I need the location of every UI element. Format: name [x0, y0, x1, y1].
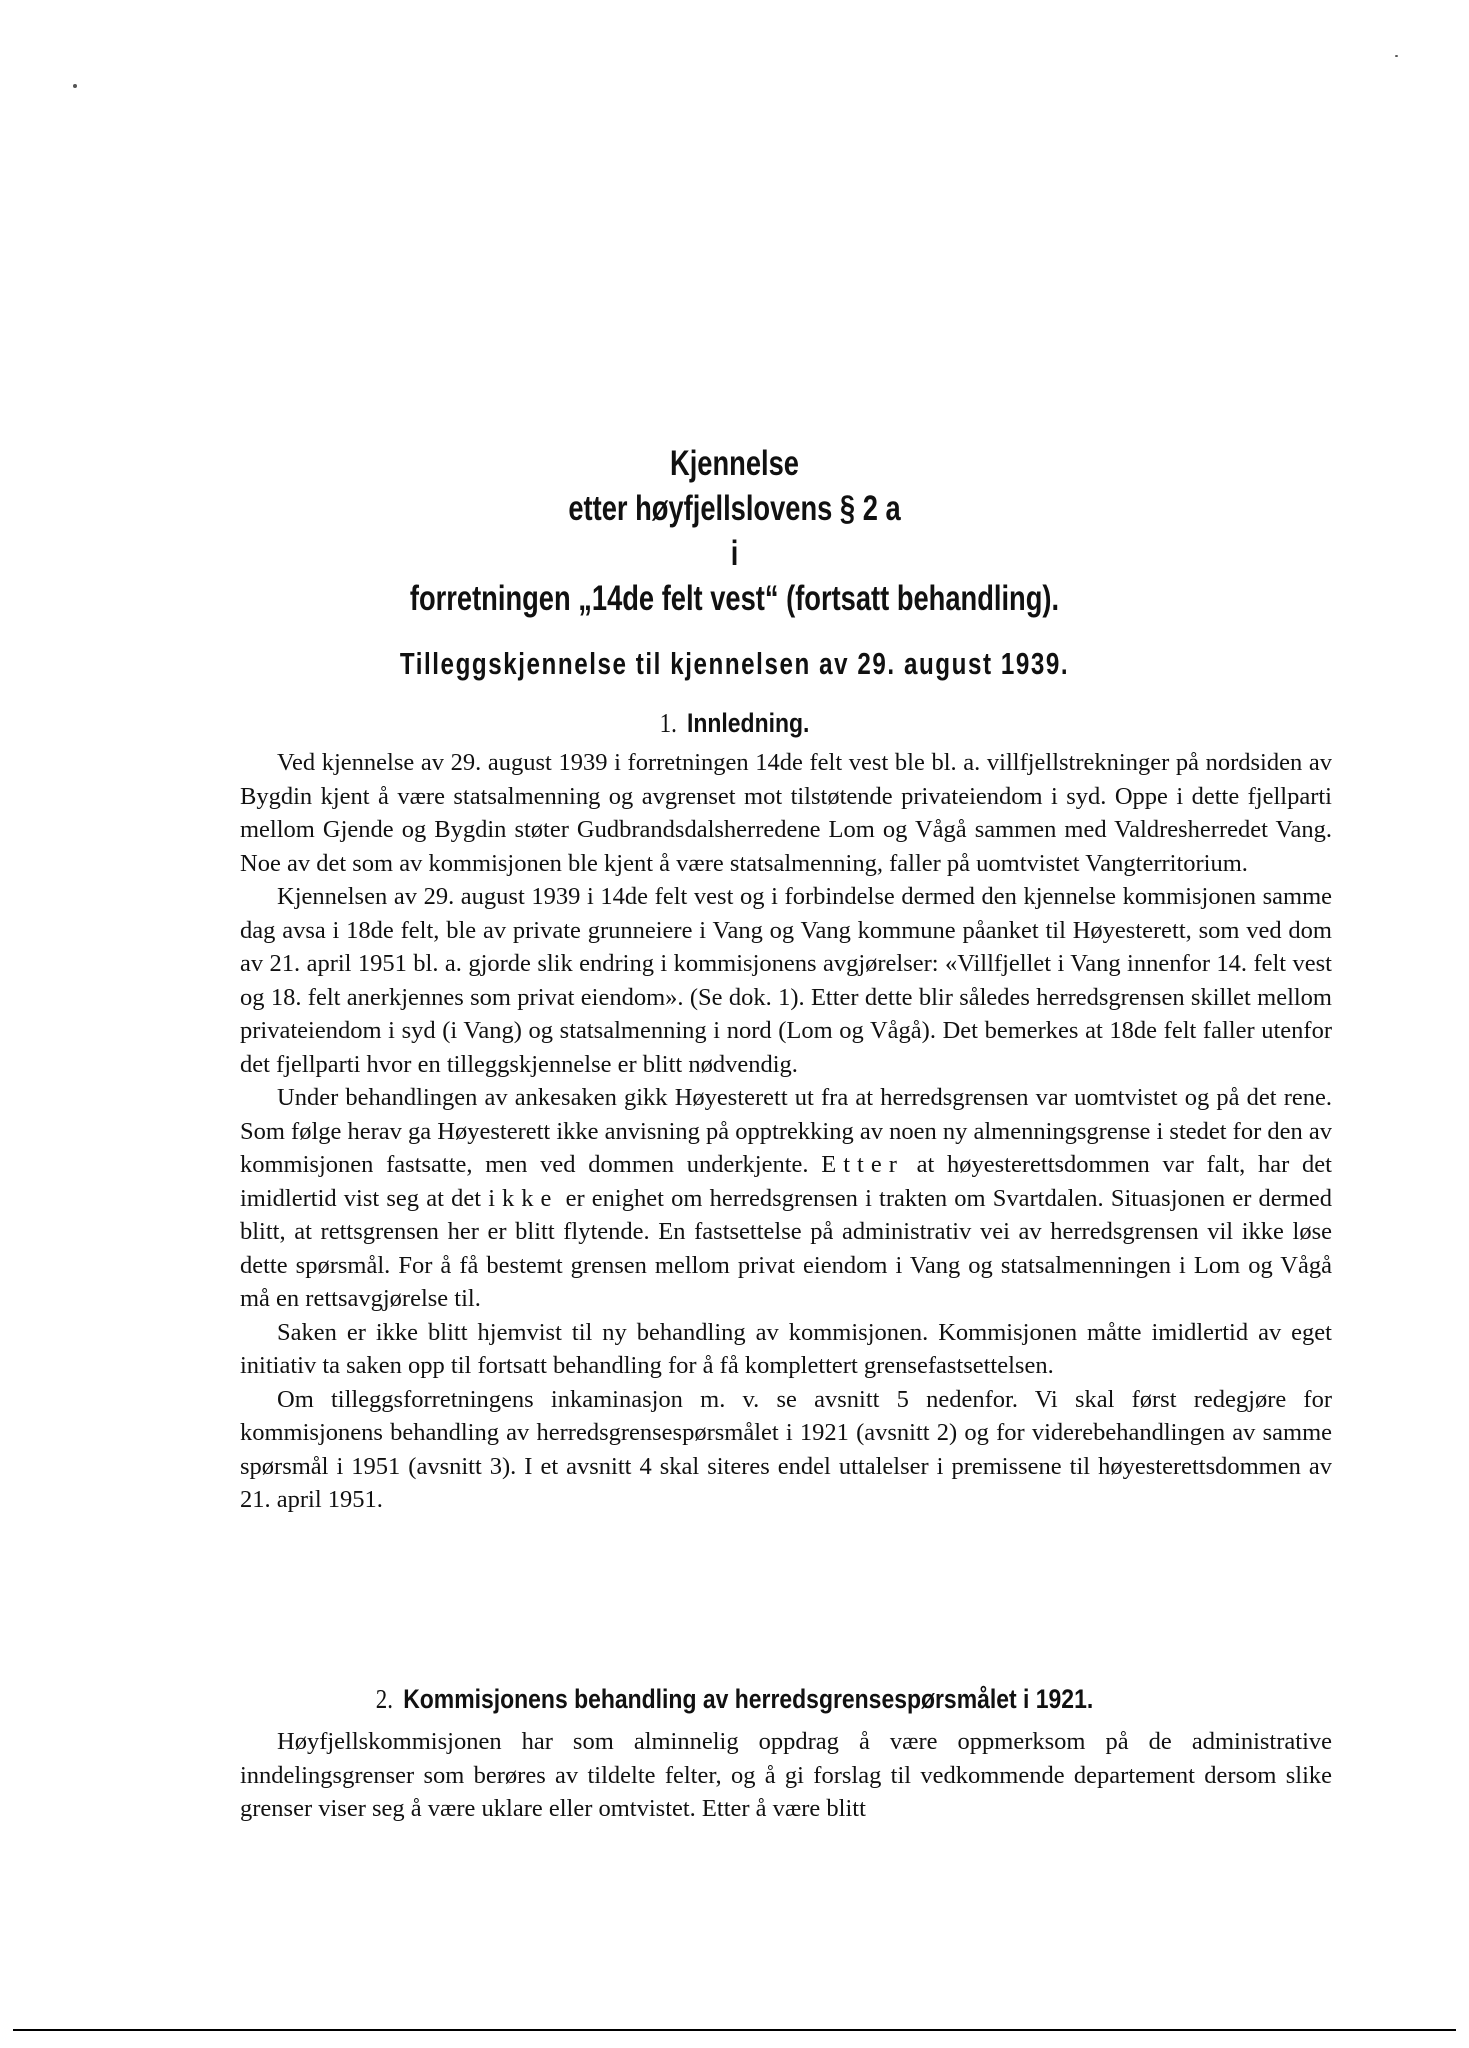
document-title-line-4: forretningen „14de felt vest“ (fortsatt behandling). [409, 579, 1060, 618]
paragraph: Kjennelsen av 29. august 1939 i 14de felt vest og i forbindelse dermed den kjennelse kommisjonen samme dag avsa i 18de felt, ble av private grunneiere i Vang og Vang kommune påanket til Høyesterett, som ved dom av 21. april 1951 bl. a. gjorde slik endring i kommisjonens avgjørelser: «Villfjellet i Vang innenfor 14. felt vest og 18. felt anerkjennes som privat eiendom». (Se dok. 1). Etter dette blir således herredsgrensen skillet mellom privateiendom i syd (i Vang) og statsalmenning i nord (Lom og Vågå). Det bemerkes at 18de felt faller utenfor det fjellparti hvor en tilleggskjennelse er blitt nødvendig. [240, 883, 1332, 1078]
section-2-title: Kommisjonens behandling av herredsgrensespørsmålet i 1921. [403, 1684, 1094, 1714]
emphasis-spaced-text: Etter [821, 1151, 904, 1178]
section-1-body [240, 746, 1332, 1517]
document-title-line-1: Kjennelse [670, 444, 799, 483]
bottom-rule [13, 2029, 1456, 2031]
paragraph-text: er enighet om herredsgrensen i trakten om Svartdalen. Situasjonen er dermed blitt, at rettsgrensen her er blitt flytende. En fastsettelse på administrativ vei av herredsgrensen vil ikke løse dette spørsmål. For å få bestemt grensen mellom privat eiendom i Vang og statsalmenningen i Lom og Vågå må en rettsavgjørelse til. [240, 1184, 1333, 1312]
section-1-heading [110, 708, 1359, 739]
section-2-number: 2. [375, 1684, 393, 1714]
paragraph: Ved kjennelse av 29. august 1939 i forretningen 14de felt vest ble bl. a. villfjellstrekninger på nordsiden av Bygdin kjent å være statsalmenning og avgrenset mot tilstøtende privateiendom i syd. Oppe i dette fjellparti mellom Gjende og Bygdin støter Gudbrandsdalsherredene Lom og Vågå sammen med Valdresherredet Vang. Noe av det som av kommisjonen ble kjent å være statsalmenning, faller på uomtvistet Vangterritorium. [240, 749, 1332, 877]
document-title-line-3: i [730, 534, 739, 573]
scan-speck [1395, 55, 1398, 57]
paragraph: Saken er ikke blitt hjemvist til ny behandling av kommisjonen. Kommisjonen måtte imidlertid av eget initiativ ta saken opp til fortsatt behandling for å få komplettert grensefastsettelsen. [240, 1318, 1332, 1379]
section-1-title: Innledning. [687, 708, 810, 738]
section-1-number: 1. [659, 708, 677, 738]
document-title-line-2: etter høyfjellslovens § 2 a [568, 489, 901, 528]
document-subtitle: Tilleggskjennelse til kjennelsen av 29. august 1939. [399, 646, 1070, 681]
paragraph-text: Under behandlingen av ankesaken gikk Høyesterett ut fra at herredsgrensen var uomtvistet og på det rene. Som følge herav ga Høyesterett ikke anvisning på opptrekking av noen ny almenningsgrense i stedet for den av kommisjonen fastsatte, men ved dommen underkjente. [240, 1084, 1332, 1178]
scan-speck [73, 84, 77, 88]
paragraph [240, 1081, 1332, 1316]
section-2-heading [110, 1684, 1359, 1715]
emphasis-spaced-text: ikke [488, 1184, 559, 1212]
paragraph: Om tilleggsforretningens inkaminasjon m. v. se avsnitt 5 nedenfor. Vi skal først redegjøre for kommisjonens behandling av herredsgrensespørsmålet i 1921 (avsnitt 2) og for viderebehandlingen av samme spørsmål i 1951 (avsnitt 3). I et avsnitt 4 skal siteres endel uttalelser i premissene til høyesterettsdommen av 21. april 1951. [240, 1385, 1332, 1513]
section-2-body [240, 1725, 1332, 1826]
paragraph-text: at høyesterettsdommen var falt, har det imidlertid vist seg at det [240, 1151, 1332, 1212]
paragraph: Høyfjellskommisjonen har som alminnelig oppdrag å være oppmerksom på de administrative inndelingsgrenser som berøres av tildelte felter, og å gi forslag til vedkommende departement dersom slike grenser viser seg å være uklare eller omtvistet. Etter å være blitt [240, 1728, 1332, 1822]
